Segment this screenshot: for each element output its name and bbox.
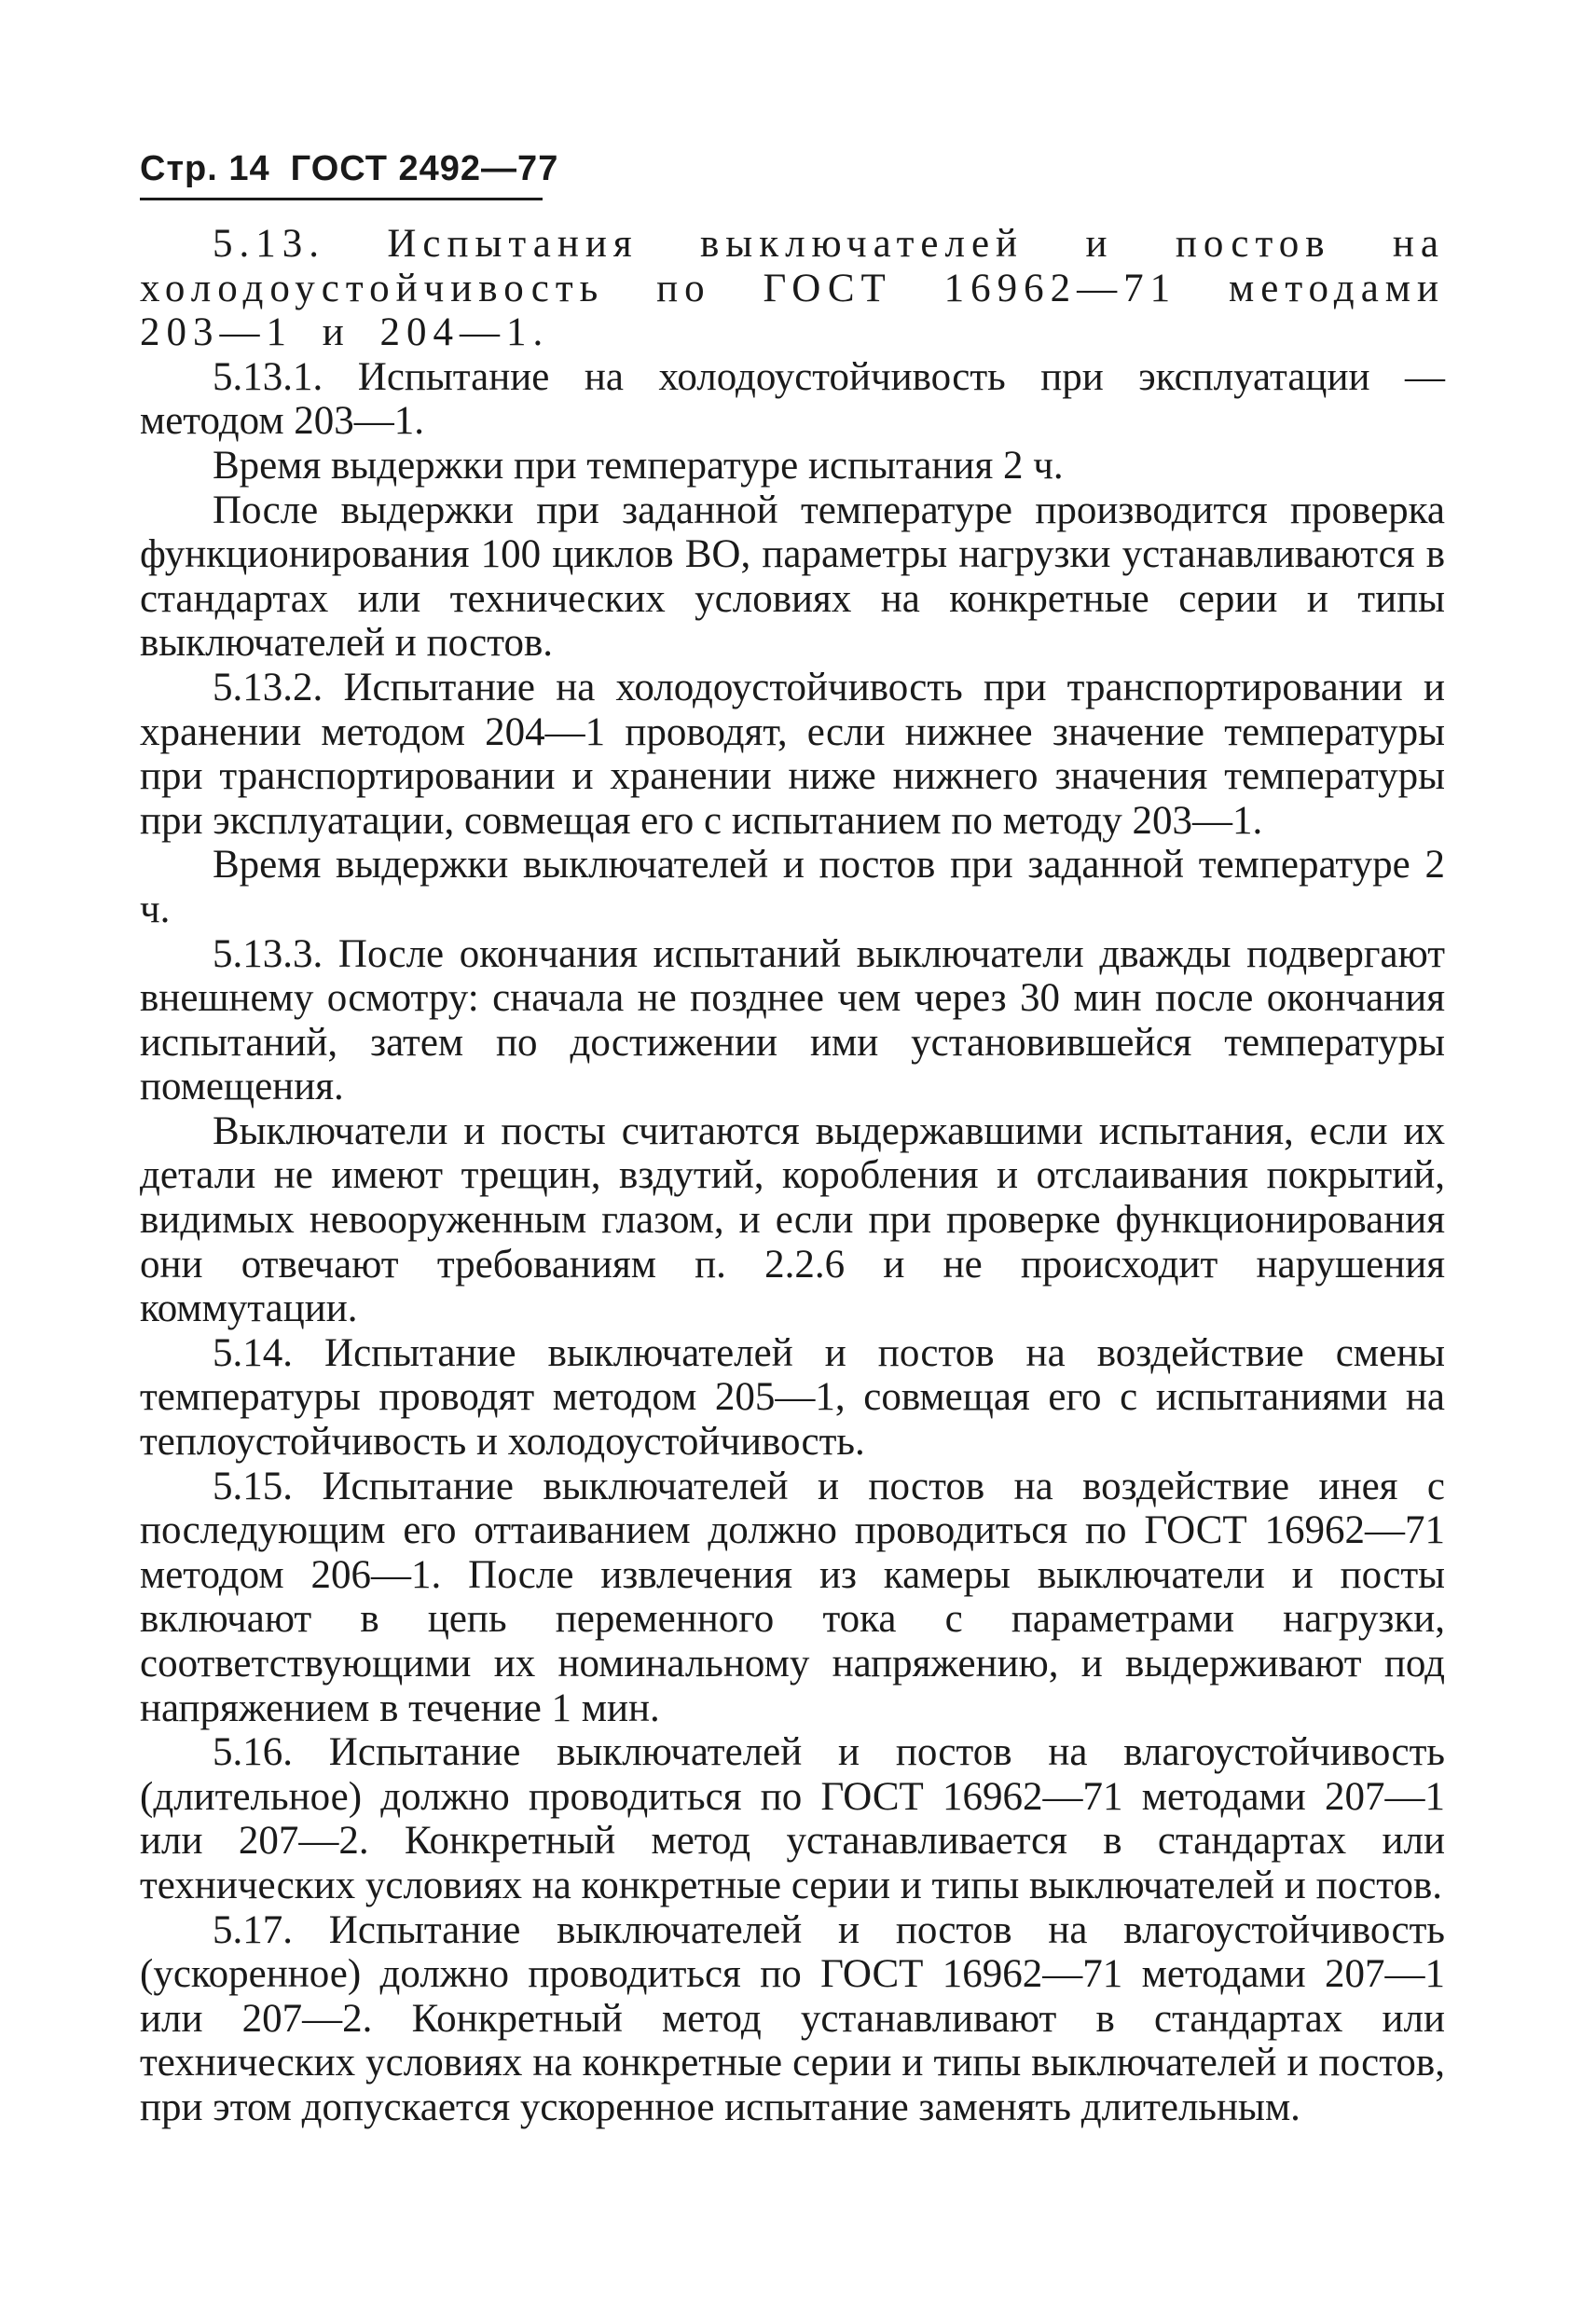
page-number: Стр. 14 (140, 149, 270, 188)
paragraph: 5.13.1. Испытание на холодоустойчивость при эксплуатации — методом 203—1. (140, 354, 1445, 444)
paragraph: 5.16. Испытание выключателей и постов на влагоустойчивость (длительное) должно проводиться по ГОСТ 16962—71 методами 207—1 или 207—2. Конкретный метод устанавливается в стандартах или технических условиях на конкретные серии и типы выключателей и постов. (140, 1730, 1445, 1907)
paragraph: 5.13.2. Испытание на холодоустойчивость при транспортировании и хранении методом 204—1 проводят, если нижнее значение температуры при транспортировании и хранении ниже нижнего значения температуры при эксплуатации, совмещая его с испытанием по методу 203—1. (140, 665, 1445, 843)
standard-designation: ГОСТ 2492—77 (290, 149, 559, 188)
paragraph: Выключатели и посты считаются выдержавшими испытания, если их детали не имеют трещин, вздутий, коробления и отслаивания покрытий, видимых невооруженным глазом, и если при проверке функционирования они отвечают требованиям п. 2.2.6 и не происходит нарушения коммутации. (140, 1108, 1445, 1331)
paragraph: После выдержки при заданной температуре производится проверка функционирования 100 циклов ВО, параметры нагрузки устанавливаются в стандартах или технических условиях на конкретные серии и типы выключателей и постов. (140, 488, 1445, 666)
header-rule (140, 198, 543, 200)
paragraph: 5.15. Испытание выключателей и постов на воздействие инея с последующим его оттаиванием должно проводиться по ГОСТ 16962—71 методом 206—1. После извлечения из камеры выключатели и посты включают в цепь переменного тока с параметрами нагрузки, соответствующими их номинальному напряжению, и выдерживают под напряжением в течение 1 мин. (140, 1464, 1445, 1730)
paragraph: 5.13.3. После окончания испытаний выключатели дважды подвергают внешнему осмотру: сначала не позднее чем через 30 мин после окончания испытаний, затем по достижении ими установившейся температуры помещения. (140, 931, 1445, 1109)
document-body (140, 222, 1445, 2130)
section-5-13-heading: 5.13. Испытания выключателей и постов на холодоустойчивость по ГОСТ 16962—71 методами 203—1 и 204—1. (140, 222, 1445, 355)
paragraph: 5.14. Испытание выключателей и постов на воздействие смены температуры проводят методом 205—1, совмещая его с испытаниями на теплоустойчивость и холодоустойчивость. (140, 1330, 1445, 1465)
paragraph: Время выдержки выключателей и постов при заданной температуре 2 ч. (140, 843, 1445, 931)
paragraph: 5.17. Испытание выключателей и постов на влагоустойчивость (ускоренное) должно проводиться по ГОСТ 16962—71 методами 207—1 или 207—2. Конкретный метод устанавливают в стандартах или технических условиях на конкретные серии и типы выключателей и постов, при этом допускается ускоренное испытание заменять длительным. (140, 1907, 1445, 2129)
paragraph: Время выдержки при температуре испытания 2 ч. (213, 443, 1064, 488)
page-header (140, 149, 579, 189)
